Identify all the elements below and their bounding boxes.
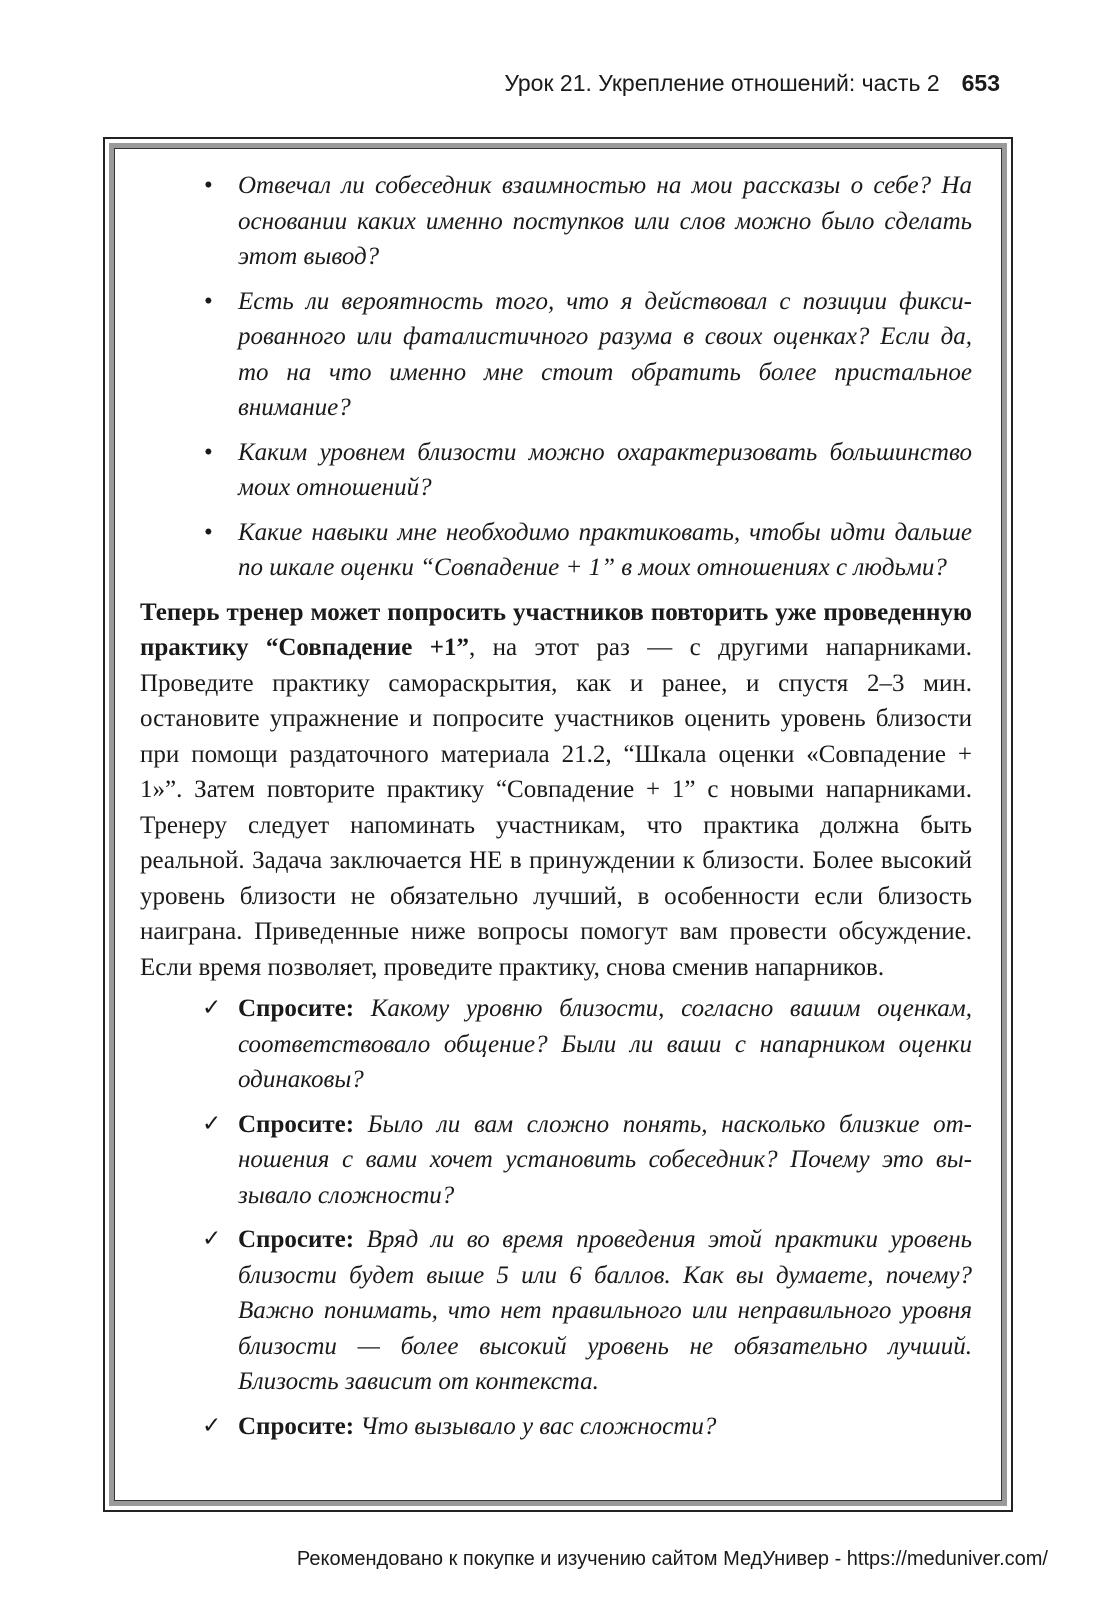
list-item (140, 1409, 972, 1445)
running-title: Урок 21. Укрепление отношений: часть 2 (504, 70, 940, 96)
list-item (140, 991, 972, 1098)
checkmark-icon: ✓ (202, 1226, 222, 1252)
list-item (140, 284, 972, 426)
question-text: Было ли вам сложно понять, насколько близкие отношения с вами хочет установить собеседник? Почему это вызывало сложности? (238, 1110, 972, 1209)
bullet-icon: • (204, 287, 213, 315)
reflection-question-list (140, 168, 972, 586)
question-text: Вряд ли во время проведения этой практики уровень близости будет выше 5 или 6 баллов. Как вы думаете, почему? Важно понимать, что нет правильного или неправильного уровня близости — более высокий уровень не обязательно лучший. Близость зависит от контекста. (238, 1226, 972, 1395)
list-item (140, 1107, 972, 1214)
list-item (140, 168, 972, 275)
question-text: Какому уровню близости, согласно вашим оценкам, соответствовало общение? Были ли ваши с напарником оценки одинаковы? (238, 995, 973, 1093)
checkmark-icon: ✓ (202, 995, 222, 1021)
ask-label: Спросите: (238, 1412, 355, 1440)
boxed-section-inner (109, 143, 1007, 1506)
list-item (140, 1222, 972, 1400)
boxed-section (103, 137, 1013, 1512)
ask-label: Спросите: (238, 995, 355, 1022)
list-item (140, 515, 972, 586)
checkmark-icon: ✓ (202, 1110, 222, 1137)
page-header (504, 70, 1000, 97)
boxed-content (140, 168, 972, 1453)
discussion-question-list (140, 991, 972, 1444)
bullet-icon: • (204, 518, 213, 546)
list-item-text: Есть ли вероятность того, что я действовал с позиции фиксированного или фаталистичного разума в своих оценках? Если да, то на что именно мне стоит обратить более пристальное внимание? (238, 287, 972, 421)
list-item-text: Каким уровнем близости можно охарактеризовать большинство моих отношений? (238, 438, 972, 501)
footer-note: Рекомендовано к покупке и изучению сайтом МедУнивер - https://meduniver.com/ (296, 1548, 1048, 1570)
bullet-icon: • (204, 172, 213, 199)
list-item-text: Какие навыки мне необходимо практиковать, чтобы идти дальше по шкале оценки “Совпадение + 1” в моих отношениях с людьми? (238, 518, 972, 581)
body-paragraph (140, 595, 972, 986)
list-item (140, 435, 972, 506)
question-text: Что вызывало у вас сложности? (360, 1412, 717, 1440)
paragraph-text: , на этот раз — с другими напарниками. Проведите практику самораскрытия, как и ранее, и спустя 2–3 мин. остановите упражнение и попросите участников оценить уровень близости при помощи раздаточного материала 21.2, “Шкала оценки «Совпадение + 1»”. Затем повторите практику “Совпадение + 1” с новыми напарниками. Тренеру следует напоминать участникам, что практика должна быть реальной. Задача заключается НЕ в принуждении к близости. Более высокий уровень близости не обязательно лучший, в особенности если близость наиграна. Приведенные ниже вопросы помогут вам провести обсуждение. Если время позволяет, проведите практику, снова сменив напарников. (140, 634, 972, 981)
bullet-icon: • (204, 438, 213, 466)
checkmark-icon: ✓ (202, 1412, 222, 1439)
ask-label: Спросите: (238, 1110, 355, 1138)
page-number: 653 (961, 70, 1000, 96)
list-item-text: Отвечал ли собеседник взаимностью на мои рассказы о себе? На основании каких именно поступков или слов можно было сделать этот вывод? (238, 172, 972, 270)
ask-label: Спросите: (238, 1226, 355, 1253)
paragraph-bold-lead: Теперь тренер может попросить участников повторить уже проведенную практику “Совпадение +1” (140, 598, 972, 661)
